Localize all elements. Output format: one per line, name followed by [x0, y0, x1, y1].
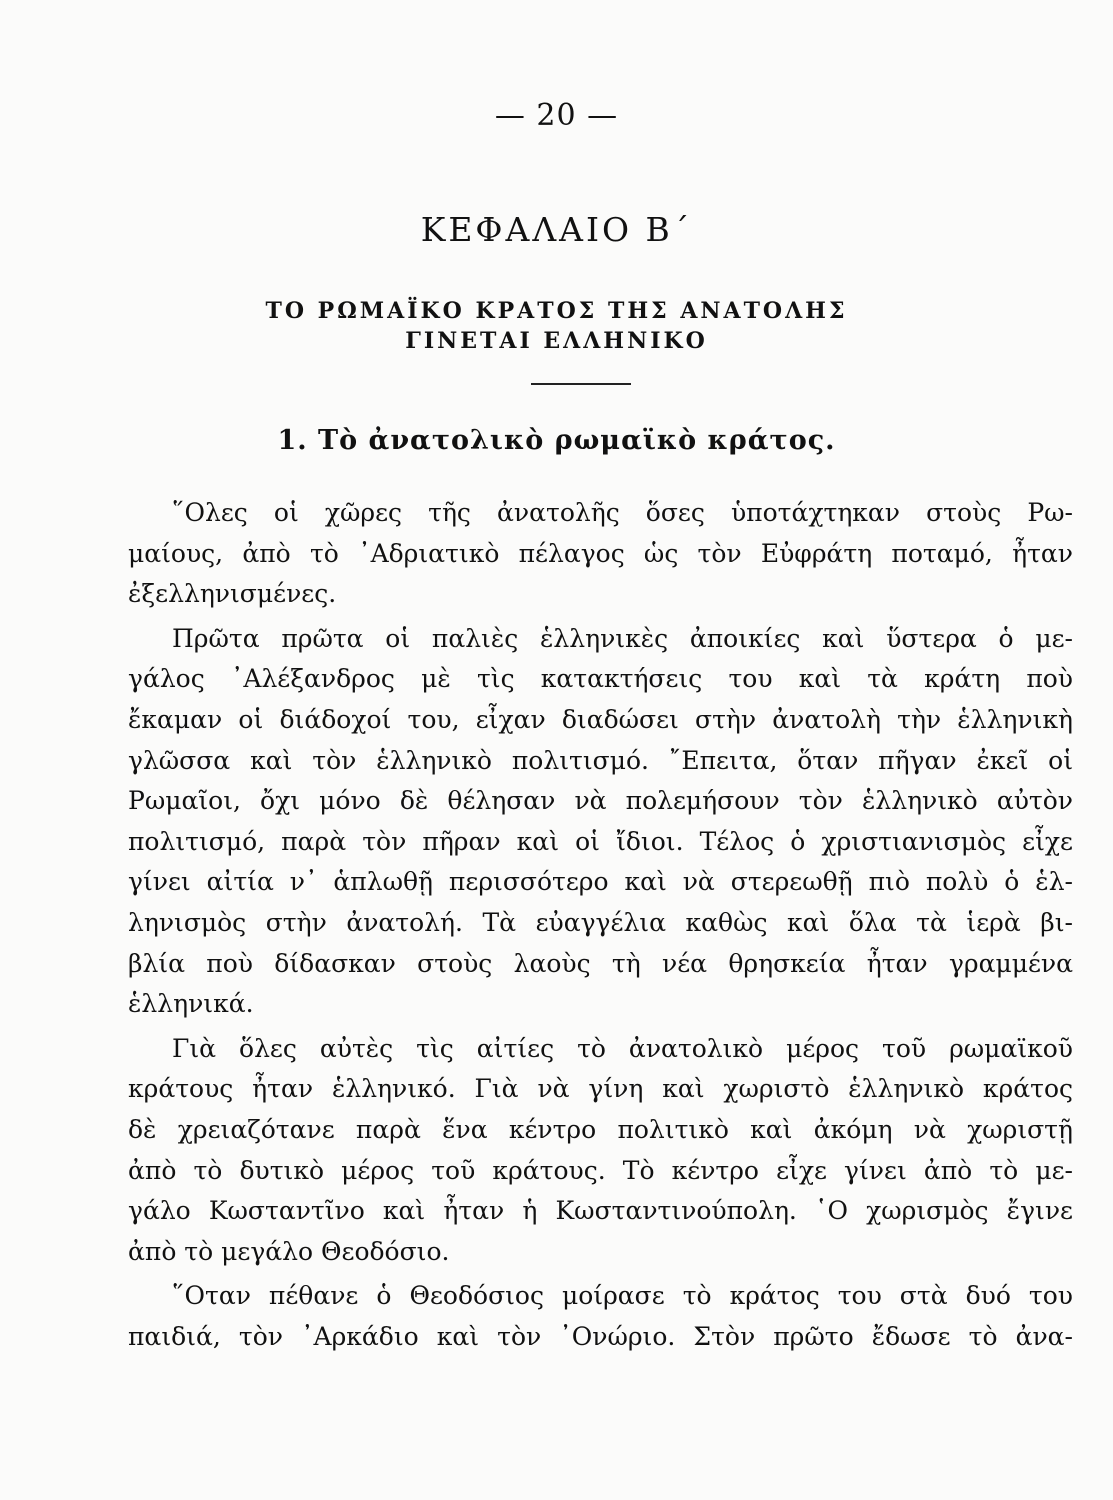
body-text: [128, 493, 1073, 1357]
section-divider: [531, 383, 631, 385]
text-line: ἐξελληνισμένες.: [128, 579, 337, 609]
text-line: ἔκαμαν οἱ διάδοχοί του, εἶχαν διαδώσει στὴν ἀνατολὴ τὴν ἑλληνικὴ: [128, 704, 1073, 734]
page-number: — 20 —: [494, 98, 619, 133]
paragraph: [128, 1029, 1073, 1273]
text-line: γάλο Κωσταντῖνο καὶ ἦταν ἡ Κωσταντινούπολη. ῾Ο χωρισμὸς ἔγινε: [128, 1196, 1073, 1226]
chapter-title-line: ΤΟ ΡΩΜΑΪΚΟ ΚΡΑΤΟΣ ΤΗΣ ΑΝΑΤΟΛΗΣ: [265, 298, 848, 324]
text-line: γλῶσσα καὶ τὸν ἑλληνικὸ πολιτισμό. ῎Επειτα, ὅταν πῆγαν ἐκεῖ οἱ: [128, 745, 1073, 775]
chapter-title: [0, 296, 1113, 356]
text-line: γάλος ᾿Αλέξανδρος μὲ τὶς κατακτήσεις του καὶ τὰ κράτη ποὺ: [128, 664, 1073, 694]
section-heading: 1. Τὸ ἀνατολικὸ ρωμαϊκὸ κράτος.: [277, 425, 836, 456]
text-line: κράτους ἦταν ἑλληνικό. Γιὰ νὰ γίνη καὶ χωριστὸ ἑλληνικὸ κράτος: [128, 1074, 1073, 1104]
text-line: γίνει αἰτία ν᾿ ἁπλωθῇ περισσότερο καὶ νὰ στερεωθῇ πιὸ πολὺ ὁ ἑλ-: [128, 867, 1073, 897]
paragraph: [128, 619, 1073, 1025]
text-line: Πρῶτα πρῶτα οἱ παλιὲς ἑλληνικὲς ἀποικίες καὶ ὕστερα ὁ με-: [172, 623, 1073, 653]
text-line: ἀπὸ τὸ μεγάλο Θεοδόσιο.: [128, 1236, 450, 1266]
text-line: δὲ χρειαζότανε παρὰ ἕνα κέντρο πολιτικὸ καὶ ἀκόμη νὰ χωριστῇ: [128, 1114, 1073, 1144]
text-line: ῞Οταν πέθανε ὁ Θεοδόσιος μοίρασε τὸ κράτος του στὰ δυό του: [172, 1281, 1073, 1311]
paragraph: [128, 493, 1073, 615]
text-line: πολιτισμό, παρὰ τὸν πῆραν καὶ οἱ ἴδιοι. Τέλος ὁ χριστιανισμὸς εἶχε: [128, 826, 1073, 856]
chapter-heading: ΚΕΦΑΛΑΙΟ Β΄: [420, 210, 693, 249]
text-line: Ρωμαῖοι, ὄχι μόνο δὲ θέλησαν νὰ πολεμήσουν τὸν ἑλληνικὸ αὐτὸν: [128, 786, 1073, 816]
chapter-title-line: ΓΙΝΕΤΑΙ ΕΛΛΗΝΙΚΟ: [405, 328, 708, 354]
text-line: παιδιά, τὸν ᾿Αρκάδιο καὶ τὸν ᾿Ονώριο. Στὸν πρῶτο ἔδωσε τὸ ἀνα-: [128, 1321, 1073, 1351]
text-line: ληνισμὸς στὴν ἀνατολή. Τὰ εὐαγγέλια καθὼς καὶ ὅλα τὰ ἱερὰ βι-: [128, 907, 1073, 937]
text-line: μαίους, ἀπὸ τὸ ᾿Αδριατικὸ πέλαγος ὡς τὸν Εὐφράτη ποταμό, ἦταν: [128, 538, 1073, 568]
text-line: βλία ποὺ δίδασκαν στοὺς λαοὺς τὴ νέα θρησκεία ἦταν γραμμένα: [128, 948, 1073, 978]
text-line: ἀπὸ τὸ δυτικὸ μέρος τοῦ κράτους. Τὸ κέντρο εἶχε γίνει ἀπὸ τὸ με-: [128, 1155, 1073, 1185]
text-line: ἑλληνικά.: [128, 989, 254, 1019]
paragraph: [128, 1276, 1073, 1357]
text-line: Γιὰ ὅλες αὐτὲς τὶς αἰτίες τὸ ἀνατολικὸ μέρος τοῦ ρωμαϊκοῦ: [172, 1033, 1073, 1063]
text-line: ῞Ολες οἱ χῶρες τῆς ἀνατολῆς ὅσες ὑποτάχτηκαν στοὺς Ρω-: [172, 498, 1073, 527]
